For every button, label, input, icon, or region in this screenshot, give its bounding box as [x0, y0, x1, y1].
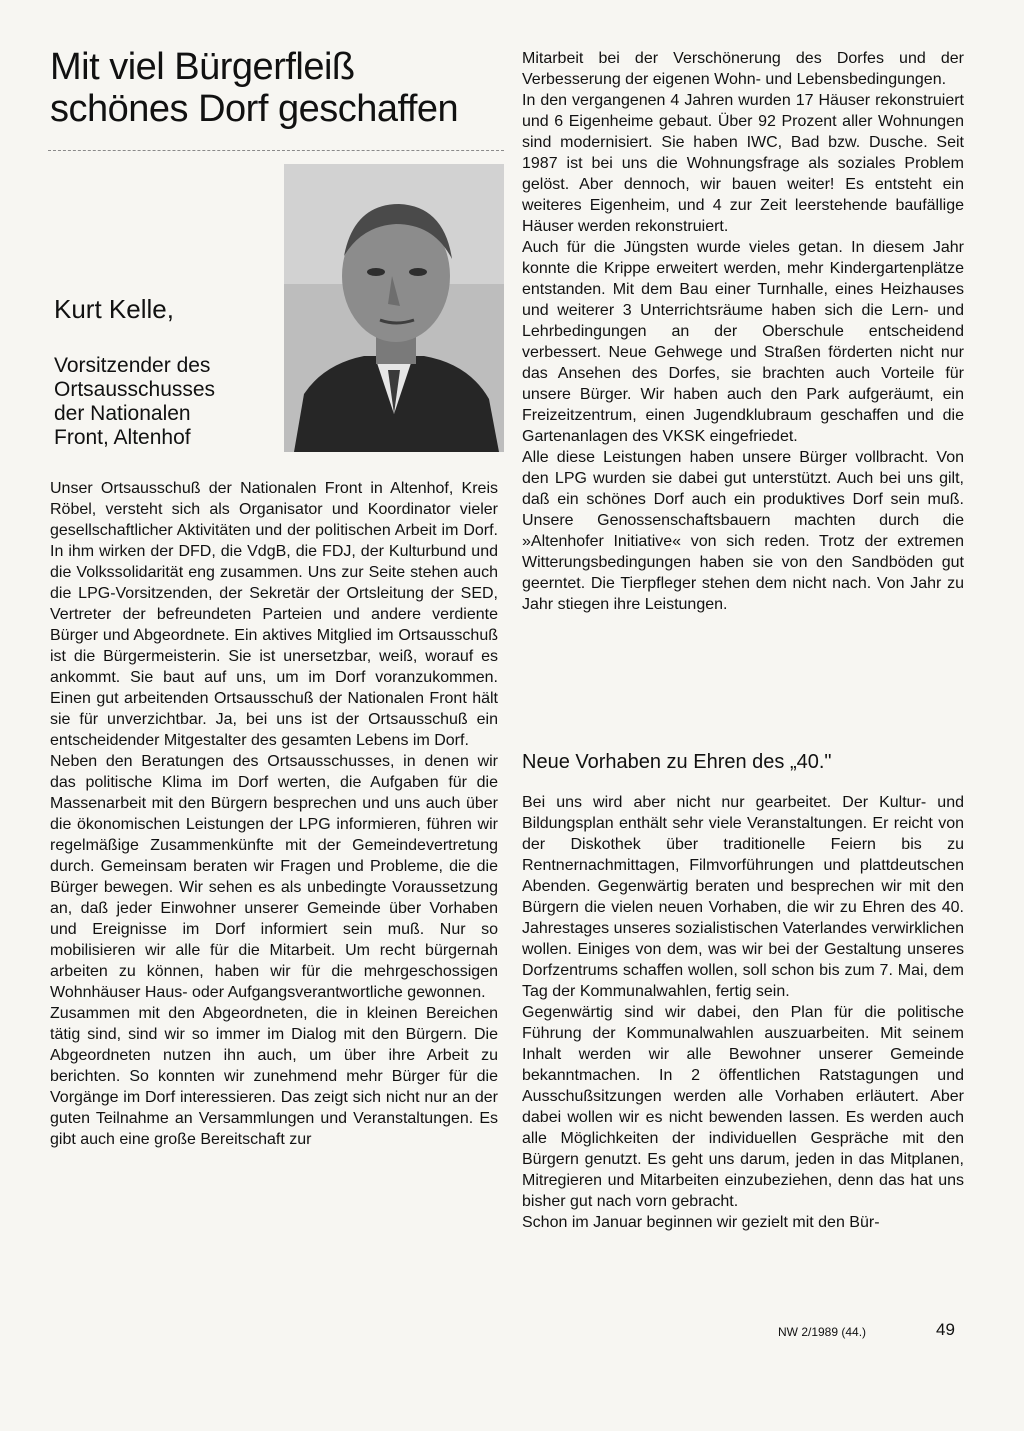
body-paragraph: Gegenwärtig sind wir dabei, den Plan für die politische Führung der Kommunalwahlen auszuarbeiten. Mit seinem Inhalt werden wir alle Bewohner unserer Gemeinde bekanntmachen. In 2 öffentlichen Ratstagungen und Ausschußsitzungen werden alle Vorhaben erläutert. Aber dabei wollen wir es nicht bewenden lassen. Es werden auch alle Möglichkeiten der individuellen Gespräche mit den Bürgern genutzt. Es geht uns darum, jeden in das Mitplanen, Mitregieren und Mitarbeiten einzubeziehen, denn das hat uns bisher gut nach vorn gebracht.: [522, 1004, 964, 1210]
portrait-silhouette: [284, 164, 504, 452]
right-column-body-top: [522, 48, 964, 615]
body-paragraph: Bei uns wird aber nicht nur gearbeitet. Der Kultur- und Bildungsplan enthält sehr viele Veranstaltungen. Er reicht von der Diskothek über traditionelle Feiern bis zu Rentnernachmittagen, Filmvorführungen und plattdeutschen Abenden. Gegenwärtig beraten und besprechen wir mit den Bürgern die vielen neuen Vorhaben, die wir zu Ehren des 40. Jahrestages unseres sozialistischen Vaterlandes verwirklichen wollen. Einiges von dem, was wir bei der Gestaltung unseres Dorfzentrums schaffen wollen, soll schon bis zum 7. Mai, dem Tag der Kommunalwahlen, fertig sein.: [522, 794, 964, 1000]
issue-reference: NW 2/1989 (44.): [778, 1325, 867, 1339]
body-paragraph: Unser Ortsausschuß der Nationalen Front in Altenhof, Kreis Röbel, versteht sich als Organisator und Koordinator vieler gesellschaftlicher Aktivitäten und der politischen Arbeit im Dorf. In ihm wirken der DFD, die VdgB, die FDJ, der Kulturbund und die Volkssolidarität eng zusammen. Uns zur Seite stehen auch die LPG-Vorsitzenden, der Sekretär der Ortsleitung der SED, Vertreter der befreundeten Parteien und andere verdiente Bürger und Abgeordnete. Ein aktives Mitglied im Ortsausschuß ist die Bürgermeisterin. Sie ist unersetzbar, weiß, worauf es ankommt. Sie baut auf uns, um im Dorf voranzukommen. Einen gut arbeitenden Ortsausschuß der Nationalen Front hält sie für unverzichtbar. Ja, bei uns ist der Ortsausschuß ein entscheidender Mitgestalter des gesamten Lebens im Dorf.: [50, 480, 498, 749]
author-role-line-1: Vorsitzender des: [54, 354, 211, 377]
body-paragraph: Mitarbeit bei der Verschönerung des Dorfes und der Verbesserung der eigenen Wohn- und Lebensbedingungen.: [522, 50, 964, 88]
article-title-line-1: Mit viel Bürgerfleiß: [50, 46, 355, 88]
author-role: [54, 354, 274, 450]
title-divider: [48, 150, 504, 151]
body-paragraph: Schon im Januar beginnen wir gezielt mit den Bür-: [522, 1214, 880, 1231]
section-subheading: Neue Vorhaben zu Ehren des „40.": [522, 751, 832, 773]
page-number: 49: [936, 1320, 955, 1339]
body-paragraph: Alle diese Leistungen haben unsere Bürger vollbracht. Von den LPG wurden sie dabei gut unterstützt. Auch bei uns gilt, daß ein schönes Dorf auch ein produktives Dorf sein muß. Unsere Genossenschaftsbauern machten durch die »Altenhofer Initiative« von sich reden. Trotz der extremen Witterungsbedingungen haben sie von den Sandböden gut geerntet. Die Tierpfleger stehen dem nicht nach. Von Jahr zu Jahr stiegen ihre Leistungen.: [522, 449, 964, 613]
author-role-line-4: Front, Altenhof: [54, 426, 191, 449]
body-paragraph: Auch für die Jüngsten wurde vieles getan. In diesem Jahr konnte die Krippe erweitert werden, mehr Kindergartenplätze entstanden. Mit dem Bau einer Turnhalle, eines Heizhauses und weiterer 3 Unterrichtsräume haben sich die Lern- und Lehrbedingungen an der Oberschule entscheidend verbessert. Neue Gehwege und Straßen förderten nicht nur das Ansehen des Dorfes, sie brachten auch Vorteile für unsere Bürger. Wir haben auch den Park aufgeräumt, ein Freizeitzentrum, einen Jugendklubraum geschaffen und die Gartenanlagen des VKSK eingefriedet.: [522, 239, 964, 445]
body-paragraph: Zusammen mit den Abgeordneten, die in kleinen Bereichen tätig sind, sind wir so immer im Dialog mit den Bürgern. Die Abgeordneten nutzen ihn auch, um über ihre Arbeit zu berichten. So konnten wir zunehmend mehr Bürger für die Vorgänge im Dorf interessieren. Das zeigt sich nicht nur an der guten Teilnahme an Versammlungen und Veranstaltungen. Es gibt auch eine große Bereitschaft zur: [50, 1005, 498, 1148]
body-paragraph: In den vergangenen 4 Jahren wurden 17 Häuser rekonstruiert und 6 Eigenheime gebaut. Über 92 Prozent aller Wohnungen sind modernisiert. Sie haben IWC, Bad bzw. Dusche. Seit 1987 ist bei uns die Wohnungsfrage als soziales Problem gelöst. Aber dennoch, wir bauen weiter! Es entsteht ein weiteres Eigenheim, und 4 zur Zeit leerstehende baufällige Häuser werden rekonstruiert.: [522, 92, 964, 235]
author-name: Kurt Kelle,: [54, 294, 174, 324]
body-paragraph: Neben den Beratungen des Ortsausschusses, in denen wir das politische Klima im Dorf werten, die Aufgaben für die Massenarbeit mit den Bürgern besprechen und uns auch über die ökonomischen Leistungen der LPG informieren, führen wir regelmäßige Zusammenkünfte mit der Gemeindevertretung durch. Gemeinsam beraten wir Fragen und Probleme, die die Bürger bewegen. Wir sehen es als unbedingte Voraussetzung an, daß jeder Einwohner unserer Gemeinde über Vorhaben und Ereignisse im Dorf informiert sein muß. Nur so mobilisieren wir alle für die Mitarbeit. Um recht bürgernah arbeiten zu können, haben wir für die mehrgeschossigen Wohnhäuser Haus- oder Aufgangsverantwortliche gewonnen.: [50, 753, 498, 1001]
author-role-line-3: der Nationalen: [54, 402, 191, 425]
article-title: [50, 46, 510, 130]
article-title-line-2: schönes Dorf geschaffen: [50, 88, 459, 130]
author-portrait-photo: [284, 164, 504, 452]
left-column-body: [50, 478, 498, 1150]
author-role-line-2: Ortsausschusses: [54, 378, 216, 401]
right-column-body-bottom: [522, 792, 964, 1233]
